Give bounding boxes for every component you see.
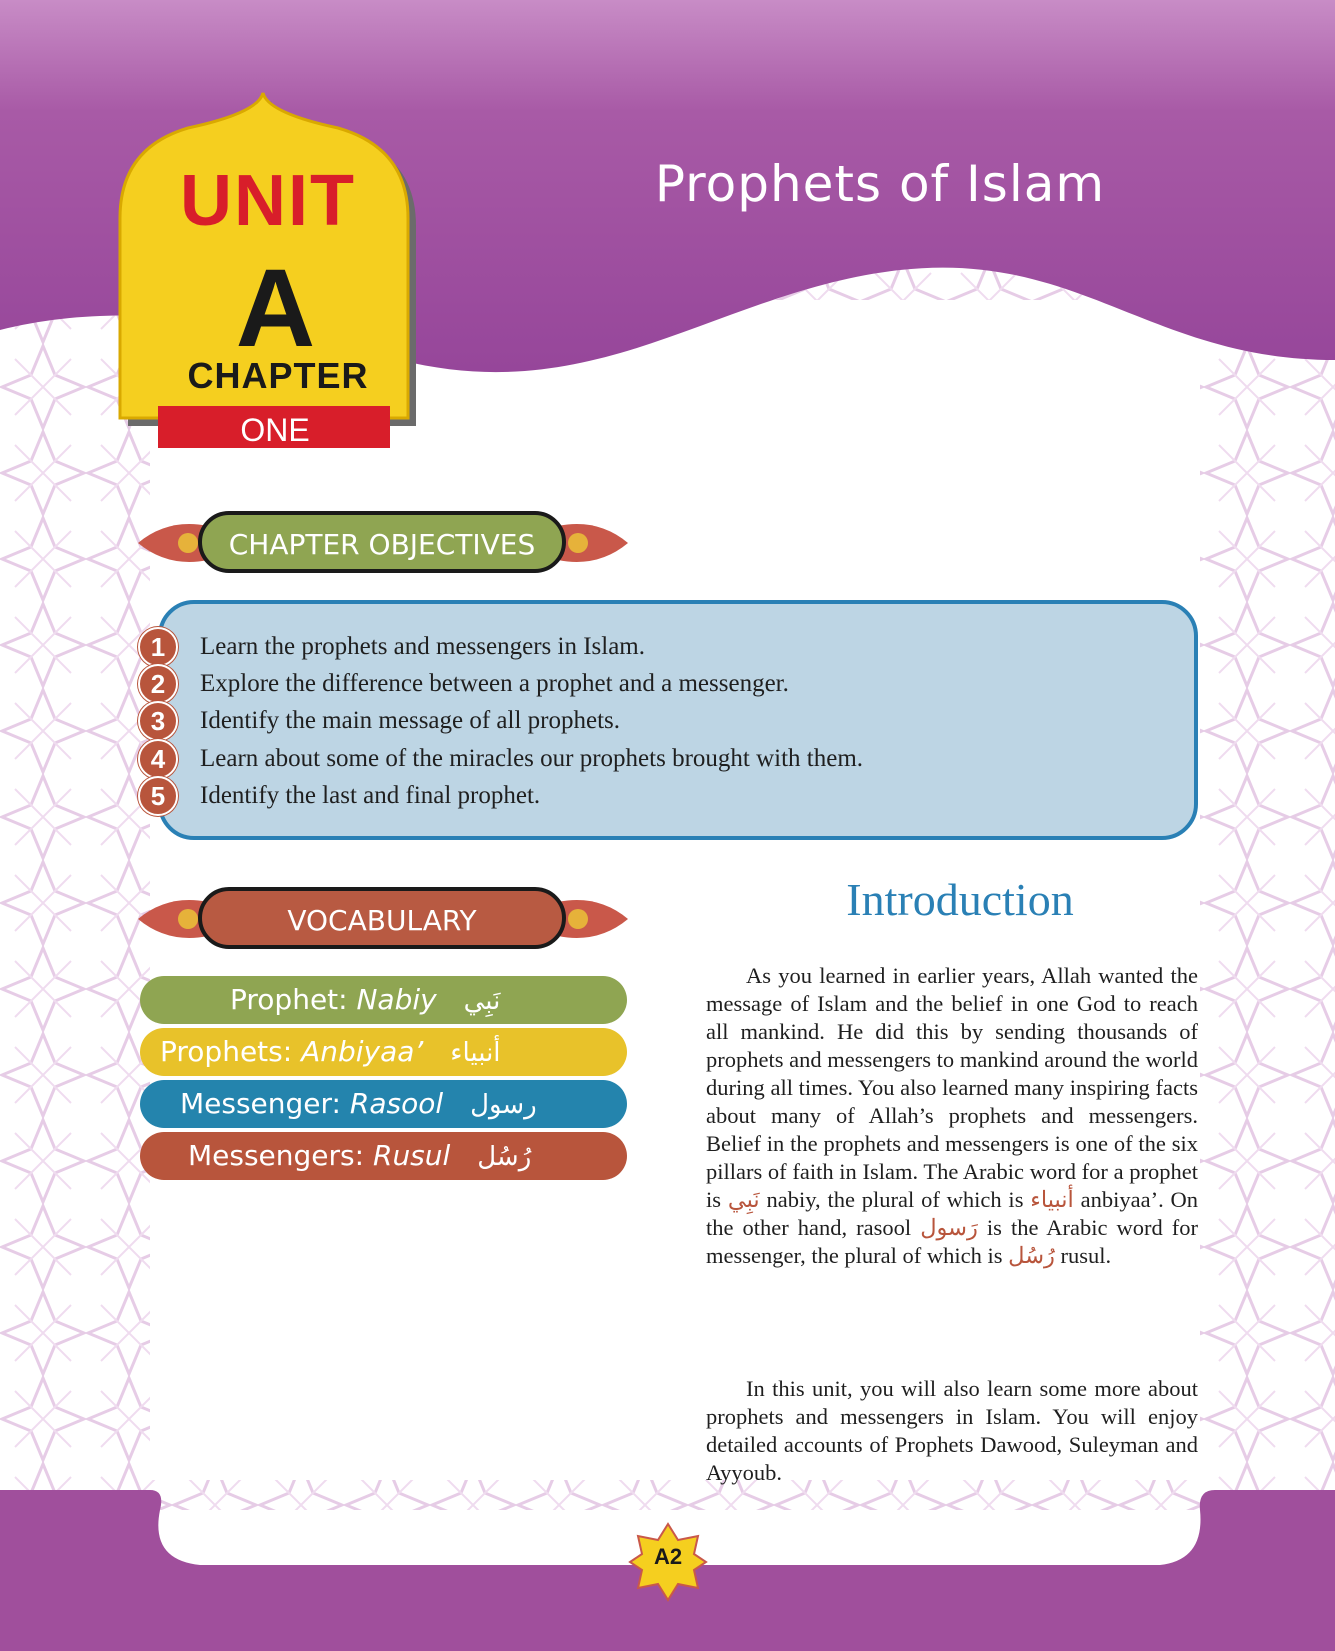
objective-text: Explore the difference between a prophet and a messenger. <box>200 669 789 697</box>
page-number: A2 <box>653 1544 683 1569</box>
vocab-label: Prophets: <box>160 1035 293 1068</box>
objective-text: Learn about some of the miracles our prophets brought with them. <box>200 744 864 772</box>
arabic-word: رُسُل <box>1008 1243 1055 1268</box>
objective-item <box>138 777 540 814</box>
page-title: Prophets of Islam <box>654 155 1106 213</box>
objective-item <box>138 702 620 739</box>
vocab-arabic: رسول <box>470 1090 537 1120</box>
vocab-term: Rusul <box>372 1139 451 1172</box>
unit-label: UNIT <box>180 161 356 241</box>
introduction-title: Introduction <box>846 874 1074 925</box>
vocab-term: Rasool <box>349 1087 444 1120</box>
objective-number: 5 <box>138 776 178 816</box>
objective-item <box>138 628 645 665</box>
vocab-label: Prophet: <box>230 983 348 1016</box>
vocab-item-messengers <box>140 1132 627 1180</box>
vocab-term: Anbiyaa’ <box>301 1035 424 1068</box>
arabic-word: نَبِي <box>727 1187 760 1212</box>
unit-letter: A <box>235 247 316 370</box>
vocab-label: Messenger: <box>180 1087 341 1120</box>
objectives-heading: CHAPTER OBJECTIVES <box>198 511 566 573</box>
intro-text: anbiyaa’. On the other hand, rasool <box>706 1187 1199 1240</box>
objective-text: Learn the prophets and messengers in Islam. <box>200 632 646 660</box>
vocab-item-prophets <box>140 1028 627 1076</box>
objective-text: Identify the main message of all prophets. <box>200 706 621 734</box>
introduction-paragraph-2: In this unit, you will also learn some more about prophets and messengers in Islam. You will enjoy detailed accounts of Prophets Dawood, Suleyman and Ayyoub. <box>706 1376 1198 1485</box>
vocab-arabic: رُسُل <box>477 1142 532 1172</box>
vocab-item-messenger <box>140 1080 627 1128</box>
chapter-number: ONE <box>240 412 310 448</box>
objective-item <box>138 740 863 777</box>
vocab-arabic: نَبِي <box>463 986 501 1016</box>
arabic-word: أنبياء <box>1030 1187 1074 1212</box>
introduction-paragraph-1 <box>706 962 1198 1270</box>
objective-number: 4 <box>138 739 178 779</box>
objective-text: Identify the last and final prophet. <box>200 781 541 809</box>
chapter-label: CHAPTER <box>187 355 369 396</box>
vocab-arabic: أنبياء <box>450 1038 501 1068</box>
vocab-label: Messengers: <box>188 1139 365 1172</box>
objective-number: 2 <box>138 664 178 704</box>
objective-number: 1 <box>138 627 178 667</box>
vocab-term: Nabiy <box>356 983 437 1016</box>
objective-item <box>138 665 789 702</box>
intro-text: rusul. <box>1060 1243 1112 1268</box>
vocabulary-heading: VOCABULARY <box>198 887 566 949</box>
intro-text: As you learned in earlier years, Allah wanted the message of Islam and the belief in one God to reach all mankind. He did this by sending thousands of prophets and messengers to mankind around the world during all times. You also learned many inspiring facts about many of Allah’s prophets and messengers. Belief in the prophets and messengers is one of the six pillars of faith in Islam. The Arabic word for a prophet is <box>706 963 1198 1212</box>
arabic-word: رَسول <box>920 1215 978 1240</box>
intro-text: nabiy, the plural of which is <box>766 1187 1024 1212</box>
vocab-item-prophet <box>140 976 627 1024</box>
intro-text: is the Arabic word for messenger, the plural of which is <box>706 1215 1198 1268</box>
objective-number: 3 <box>138 701 178 741</box>
